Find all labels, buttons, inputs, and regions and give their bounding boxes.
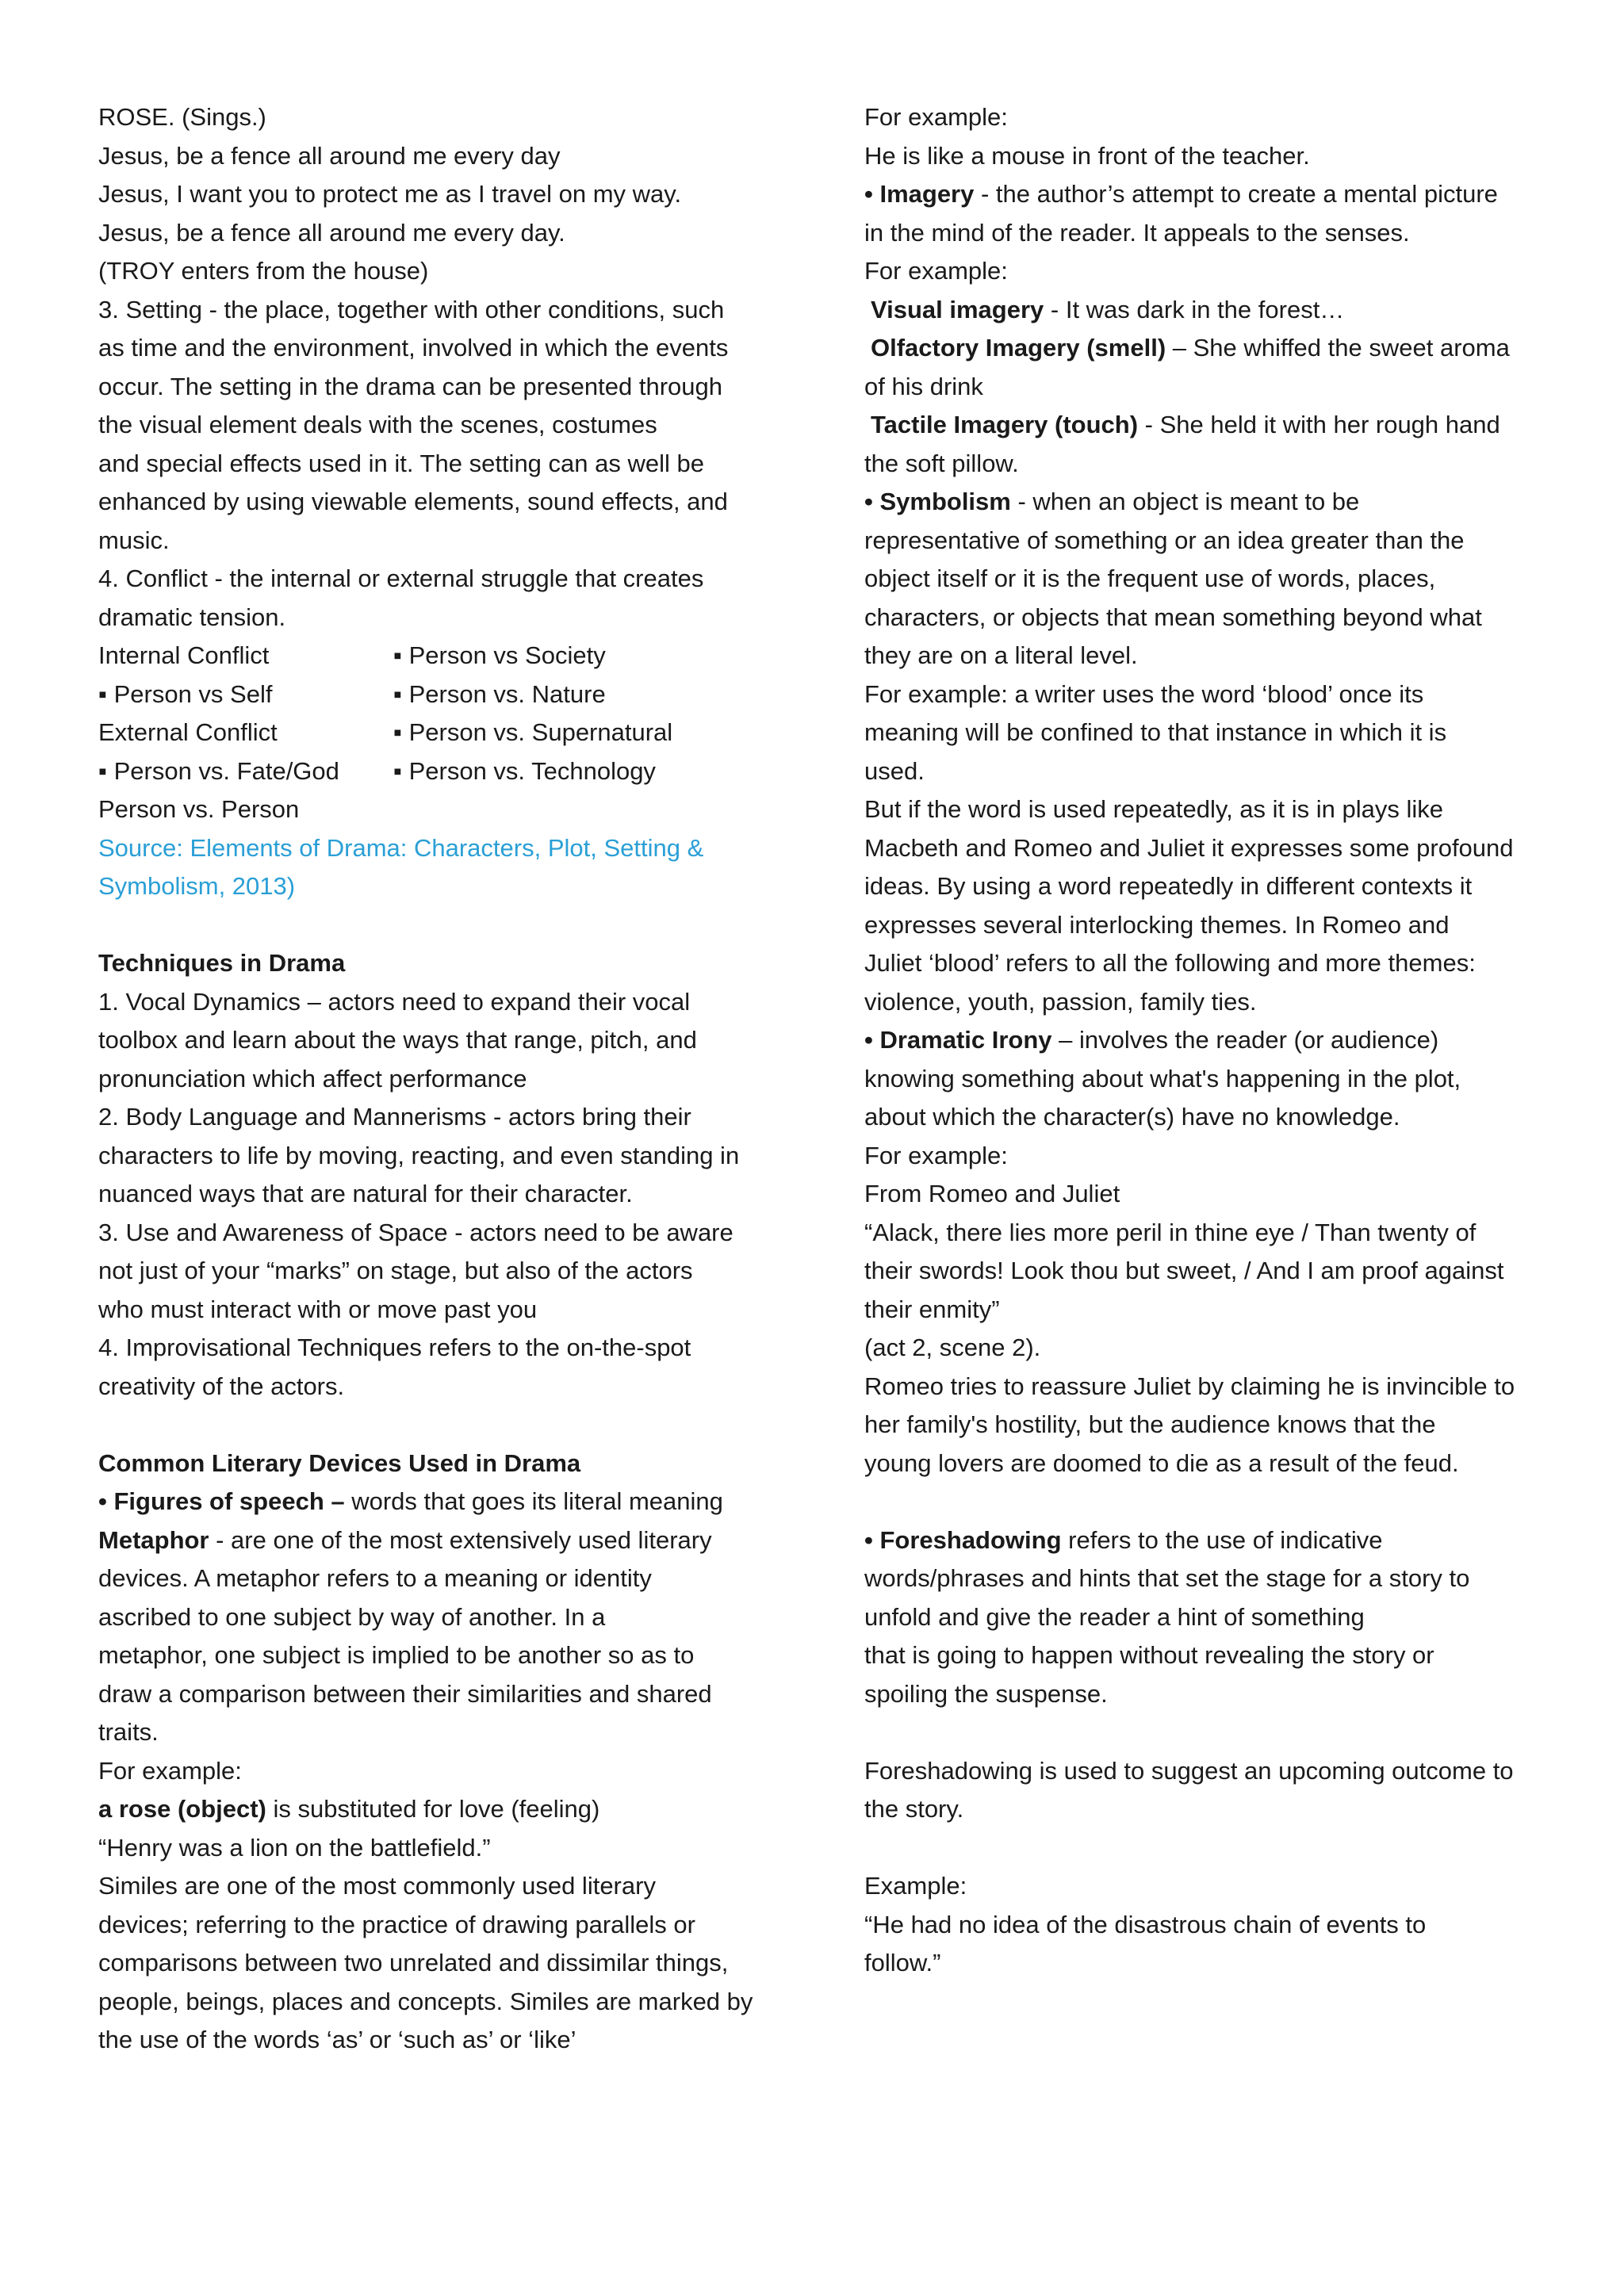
simile-text: comparisons between two unrelated and dissimilar things, (98, 1949, 729, 1976)
simile-text: people, beings, places and concepts. Similes are marked by (98, 1987, 753, 2015)
symbolism-text: used. (864, 756, 925, 785)
symbolism-text: Juliet ‘blood’ refers to all the following and more themes: (864, 949, 1476, 977)
foreshadowing-example: “He had no idea of the disastrous chain of events to (864, 1910, 1427, 1938)
foreshadowing-example: Example: (864, 1872, 967, 1900)
conflict-text: dramatic tension. (98, 603, 286, 631)
foreshadowing-text: that is going to happen without revealing the story or (864, 1641, 1434, 1669)
techniques-text: who must interact with or move past you (98, 1295, 538, 1323)
conflict-cell: ▪ Person vs. Fate/God (98, 756, 339, 785)
figures-of-speech: • Figures of speech – words that goes its literal meaning (98, 1487, 723, 1515)
symbolism-text: violence, youth, passion, family ties. (864, 987, 1257, 1016)
visual-imagery: Visual imagery - It was dark in the forest… (871, 295, 1345, 323)
metaphor-text: traits. (98, 1718, 159, 1746)
metaphor-text: draw a comparison between their similarities and shared (98, 1679, 712, 1708)
section-heading: Techniques in Drama (98, 949, 346, 977)
dramatic-irony-text: her family's hostility, but the audience knows that the (864, 1410, 1436, 1438)
dramatic-irony-text: “Alack, there lies more peril in thine eye / Than twenty of (864, 1218, 1477, 1246)
techniques-text: 4. Improvisational Techniques refers to the on-the-spot (98, 1334, 691, 1361)
song-line: Jesus, I want you to protect me as I travel on my way. (98, 180, 682, 208)
conflict-cell: External Conflict (98, 718, 278, 746)
foreshadowing-text: spoiling the suspense. (864, 1679, 1108, 1708)
setting-text: occur. The setting in the drama can be presented through (98, 372, 722, 400)
simile-text: the use of the words ‘as’ or ‘such as’ or ‘like’ (98, 2026, 576, 2053)
conflict-table (98, 637, 764, 790)
symbolism-text: • Symbolism - when an object is meant to be (864, 488, 1360, 515)
simile-example: He is like a mouse in front of the teacher. (864, 141, 1310, 170)
conflict-text: 4. Conflict - the internal or external struggle that creates (98, 564, 704, 592)
tactile-imagery: Tactile Imagery (touch) - She held it with her rough hand (871, 411, 1500, 438)
foreshadowing-text: words/phrases and hints that set the stage for a story to (864, 1564, 1470, 1592)
simile-example: For example: (864, 103, 1008, 131)
conflict-cell: Internal Conflict (98, 641, 270, 669)
techniques-text: pronunciation which affect performance (98, 1064, 527, 1093)
techniques-text: characters to life by moving, reacting, and even standing in (98, 1141, 740, 1169)
metaphor-text: Metaphor - are one of the most extensively used literary (98, 1525, 712, 1554)
metaphor-text: ascribed to one subject by way of another. In a (98, 1602, 606, 1631)
metaphor-example: a rose (object) is substituted for love (feeling) (98, 1795, 600, 1823)
stage-direction: (TROY enters from the house) (98, 257, 429, 285)
techniques-text: 2. Body Language and Mannerisms - actors bring their (98, 1103, 691, 1131)
foreshadowing-text: • Foreshadowing refers to the use of indicative (864, 1525, 1383, 1554)
conflict-row (98, 637, 764, 675)
olfactory-imagery: of his drink (864, 372, 983, 400)
techniques-text: not just of your “marks” on stage, but also of the actors (98, 1257, 693, 1284)
setting-text: music. (98, 526, 170, 554)
conflict-row (98, 675, 764, 714)
metaphor-text: metaphor, one subject is implied to be another so as to (98, 1641, 695, 1669)
imagery-text: For example: (864, 257, 1008, 285)
dramatic-irony-text: • Dramatic Irony – involves the reader (or audience) (864, 1026, 1439, 1054)
tactile-imagery: the soft pillow. (864, 449, 1019, 477)
dramatic-irony-text: knowing something about what's happening in the plot, (864, 1064, 1461, 1093)
foreshadowing-text: unfold and give the reader a hint of something (864, 1602, 1365, 1631)
symbolism-text: they are on a literal level. (864, 641, 1138, 669)
setting-text: as time and the environment, involved in which the events (98, 334, 729, 362)
section-heading: Common Literary Devices Used in Drama (98, 1448, 581, 1477)
dramatic-irony-text: From Romeo and Juliet (864, 1180, 1120, 1207)
symbolism-text: representative of something or an idea greater than the (864, 526, 1465, 554)
simile-text: Similes are one of the most commonly used literary (98, 1872, 656, 1900)
olfactory-imagery: Olfactory Imagery (smell) – She whiffed the sweet aroma (871, 334, 1510, 362)
symbolism-text: meaning will be confined to that instance in which it is (864, 718, 1447, 746)
symbolism-text: For example: a writer uses the word ‘blood’ once its (864, 679, 1424, 708)
conflict-cell: ▪ Person vs Society (393, 641, 606, 669)
foreshadowing-summary: the story. (864, 1795, 964, 1823)
conflict-cell: ▪ Person vs. Supernatural (393, 718, 673, 746)
imagery-text: in the mind of the reader. It appeals to the senses. (864, 218, 1410, 247)
source-link[interactable]: Source: Elements of Drama: Characters, Plot, Setting & (98, 833, 704, 862)
dramatic-irony-text: (act 2, scene 2). (864, 1334, 1041, 1361)
simile-text: “Henry was a lion on the battlefield.” (98, 1833, 491, 1862)
dramatic-irony-text: For example: (864, 1141, 1008, 1169)
symbolism-text: expresses several interlocking themes. In Romeo and (864, 910, 1450, 939)
metaphor-text: devices. A metaphor refers to a meaning or identity (98, 1564, 652, 1592)
conflict-cell: ▪ Person vs. Nature (393, 679, 606, 708)
metaphor-text: For example: (98, 1756, 242, 1785)
conflict-row (98, 714, 764, 752)
stage-direction: ROSE. (Sings.) (98, 103, 266, 131)
source-link[interactable]: Symbolism, 2013) (98, 872, 296, 900)
setting-text: and special effects used in it. The setting can as well be (98, 449, 704, 477)
conflict-row (98, 752, 764, 791)
techniques-text: nuanced ways that are natural for their character. (98, 1180, 633, 1207)
foreshadowing-summary: Foreshadowing is used to suggest an upcoming outcome to (864, 1756, 1514, 1785)
right-column (864, 98, 1538, 1983)
dramatic-irony-text: young lovers are doomed to die as a result of the feud. (864, 1448, 1459, 1477)
conflict-cell: ▪ Person vs. Technology (393, 756, 656, 785)
conflict-cell: ▪ Person vs Self (98, 679, 273, 708)
symbolism-text: object itself or it is the frequent use of words, places, (864, 564, 1436, 592)
symbolism-text: Macbeth and Romeo and Juliet it expresses some profound (864, 833, 1514, 862)
symbolism-text: ideas. By using a word repeatedly in different contexts it (864, 872, 1473, 900)
simile-text: devices; referring to the practice of drawing parallels or (98, 1910, 695, 1938)
song-line: Jesus, be a fence all around me every day (98, 141, 561, 170)
setting-text: 3. Setting - the place, together with other conditions, such (98, 295, 725, 323)
techniques-text: 3. Use and Awareness of Space - actors need to be aware (98, 1218, 733, 1246)
symbolism-text: characters, or objects that mean something beyond what (864, 603, 1482, 631)
left-column (98, 98, 764, 2060)
foreshadowing-example: follow.” (864, 1949, 941, 1976)
techniques-text: toolbox and learn about the ways that range, pitch, and (98, 1026, 697, 1054)
song-line: Jesus, be a fence all around me every day. (98, 218, 565, 247)
techniques-text: creativity of the actors. (98, 1372, 345, 1400)
setting-text: the visual element deals with the scenes, costumes (98, 411, 657, 438)
imagery-text: • Imagery - the author’s attempt to create a mental picture (864, 180, 1498, 208)
setting-text: enhanced by using viewable elements, sound effects, and (98, 488, 728, 515)
dramatic-irony-text: their swords! Look thou but sweet, / And I am proof against (864, 1257, 1504, 1284)
dramatic-irony-text: Romeo tries to reassure Juliet by claiming he is invincible to (864, 1372, 1515, 1400)
conflict-text: Person vs. Person (98, 795, 300, 823)
dramatic-irony-text: their enmity” (864, 1295, 1000, 1323)
dramatic-irony-text: about which the character(s) have no knowledge. (864, 1103, 1400, 1131)
symbolism-text: But if the word is used repeatedly, as it is in plays like (864, 795, 1443, 823)
techniques-text: 1. Vocal Dynamics – actors need to expand their vocal (98, 987, 691, 1016)
